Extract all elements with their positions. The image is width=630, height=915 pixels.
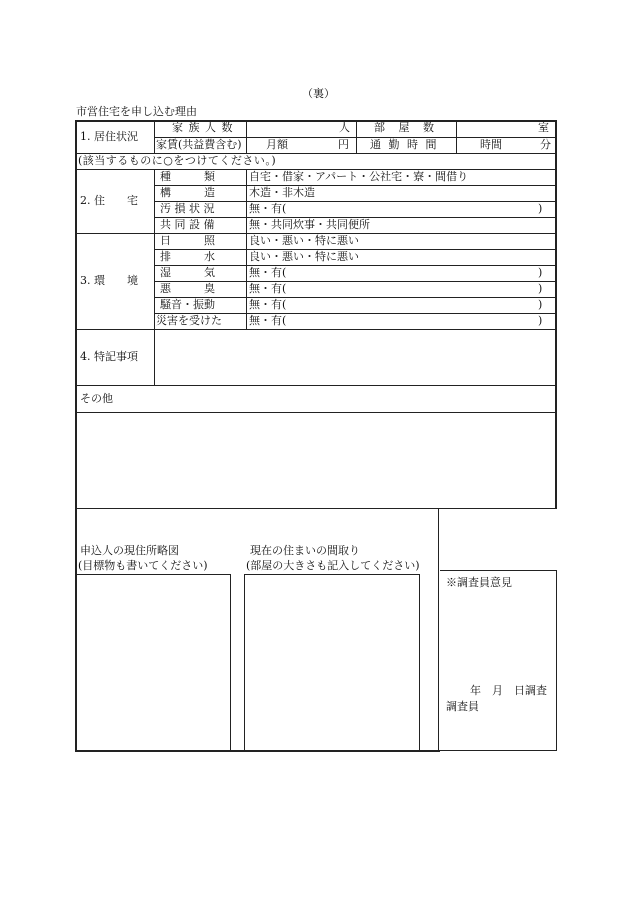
- rent-label: 家賃(共益費含む): [156, 138, 242, 151]
- housing-damage-value: 無・有(: [249, 202, 287, 215]
- page-side-label: （裏）: [302, 87, 335, 100]
- instruction-text: (該当するものに○をつけてください。): [78, 154, 277, 167]
- housing-damage-close: ): [538, 202, 543, 215]
- other-field[interactable]: [77, 413, 555, 507]
- environment-section-label: 3. 環 境: [80, 274, 138, 287]
- disaster-label: 災害を受けた: [156, 314, 222, 327]
- map-note: (目標物も書いてください): [78, 559, 208, 572]
- housing-structure-value: 木造・非木造: [249, 186, 315, 199]
- housing-section-label: 2. 住 宅: [80, 194, 138, 207]
- disaster-close: ): [538, 314, 543, 327]
- survey-date-line: 年 月 日調査: [470, 684, 547, 697]
- shared-facility-value: 無・共同炊事・共同便所: [249, 218, 370, 231]
- drainage-label: 排 水: [160, 250, 215, 263]
- surveyor-opinion-label: ※調査員意見: [446, 576, 512, 589]
- form-title: 市営住宅を申し込む理由: [76, 105, 197, 118]
- other-label: その他: [80, 392, 113, 405]
- family-size-unit: 人: [339, 121, 350, 134]
- humidity-label: 湿 気: [160, 266, 215, 279]
- drainage-value: 良い・悪い・特に悪い: [249, 250, 359, 263]
- rent-unit: 円: [338, 138, 349, 151]
- commute-minutes-unit: 分: [540, 138, 551, 151]
- humidity-value: 無・有(: [249, 266, 287, 279]
- map-drawing-area[interactable]: [77, 575, 230, 750]
- layout-title: 現在の住まいの間取り: [250, 544, 360, 557]
- map-title: 申込人の現住所略図: [80, 544, 179, 557]
- disaster-value: 無・有(: [249, 314, 287, 327]
- commute-hours-unit: 時間: [480, 138, 502, 151]
- shared-facility-label: 共 同 設 備: [160, 218, 215, 231]
- sunlight-value: 良い・悪い・特に悪い: [249, 234, 359, 247]
- odor-label: 悪 臭: [160, 282, 215, 295]
- special-notes-label: 4. 特記事項: [80, 350, 138, 363]
- family-size-label: 家 族 人 数: [172, 121, 234, 134]
- layout-drawing-area[interactable]: [245, 575, 419, 750]
- special-notes-field[interactable]: [155, 330, 555, 384]
- surveyor-name-label: 調査員: [446, 700, 479, 713]
- layout-note: (部屋の大きさも記入してください): [246, 559, 420, 572]
- sunlight-label: 日 照: [160, 234, 215, 247]
- odor-close: ): [538, 282, 543, 295]
- noise-value: 無・有(: [249, 298, 287, 311]
- housing-damage-label: 汚 損 状 況: [160, 202, 215, 215]
- noise-label: 騒音・振動: [160, 298, 215, 311]
- housing-type-label: 種 類: [160, 170, 215, 183]
- housing-type-value: 自宅・借家・アパート・公社宅・寮・間借り: [249, 170, 469, 183]
- noise-close: ): [538, 298, 543, 311]
- commute-label: 通 勤 時 間: [370, 138, 439, 151]
- rooms-unit: 室: [538, 121, 549, 134]
- rooms-label: 部 屋 数: [374, 121, 439, 134]
- housing-structure-label: 構 造: [160, 186, 215, 199]
- humidity-close: ): [538, 266, 543, 279]
- residence-status-label: 1. 居住状況: [80, 130, 138, 143]
- rent-monthly-label: 月額: [266, 138, 288, 151]
- odor-value: 無・有(: [249, 282, 287, 295]
